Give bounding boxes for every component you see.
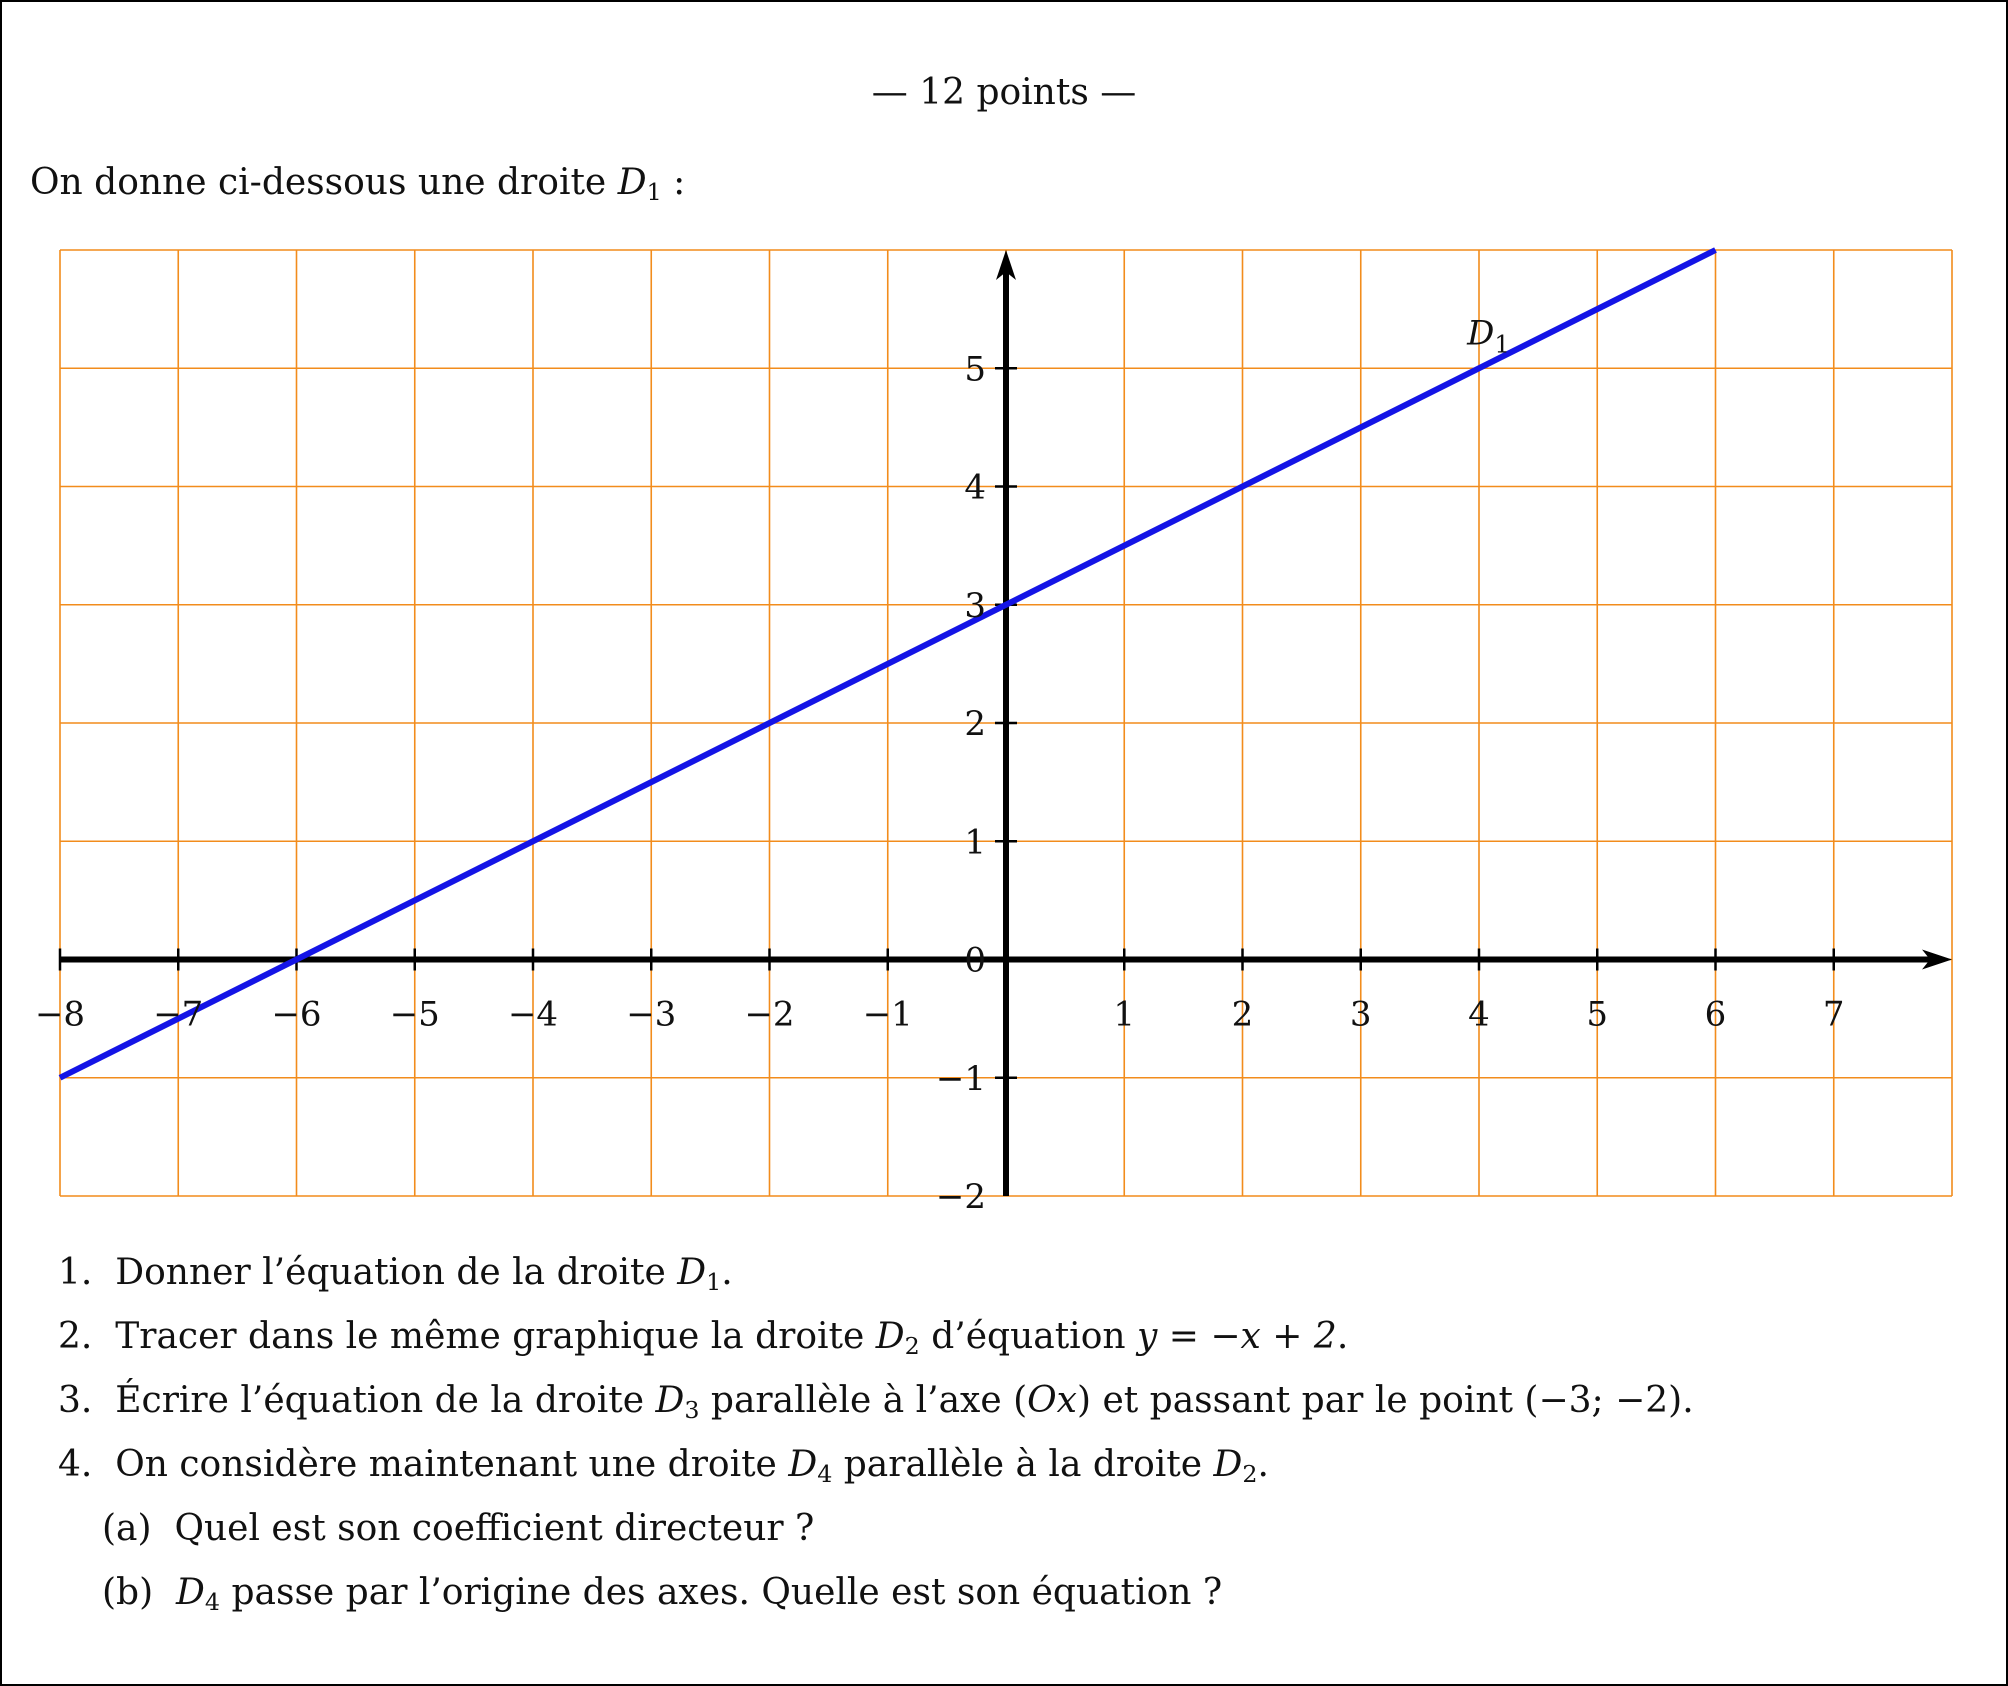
question-2: 2. Tracer dans le même graphique la droite $D_2$ d’équation y = −x + 2.: [58, 1316, 1349, 1360]
question-4a: (a) Quel est son coefficient directeur ?: [102, 1508, 815, 1549]
line-d1-label: $D_1$: [1467, 313, 1510, 359]
x-tick-label: 1: [1113, 994, 1136, 1035]
intro-text: On donne ci-dessous une droite: [30, 162, 607, 203]
question-4: 4. On considère maintenant une droite $D_4$ parallèle à la droite $D_2$.: [58, 1444, 1269, 1488]
x-tick-label: 7: [1822, 994, 1845, 1035]
x-tick-label: −6: [271, 994, 322, 1035]
question-3: 3. Écrire l’équation de la droite $D_3$ parallèle à l’axe (Ox) et passant par le point (−3; −2).: [58, 1380, 1694, 1424]
y-tick-label: 0: [964, 940, 986, 981]
points-heading: — 12 points —: [871, 72, 1137, 113]
question-4b: (b) $D_4$ passe par l’origine des axes. Quelle est son équation ?: [102, 1572, 1223, 1616]
intro-colon: :: [661, 162, 686, 203]
y-tick-label: 5: [964, 349, 986, 390]
x-tick-label: 2: [1231, 994, 1254, 1035]
y-tick-label: 1: [964, 822, 986, 863]
question-1: 1. Donner l’équation de la droite $D_1$.: [58, 1252, 733, 1296]
x-tick-label: −3: [626, 994, 677, 1035]
x-tick-label: −1: [862, 994, 913, 1035]
x-tick-label: 6: [1704, 994, 1727, 1035]
y-tick-label: 4: [964, 467, 986, 508]
x-tick-label: 3: [1349, 994, 1372, 1035]
x-tick-label: −7: [153, 994, 204, 1035]
x-tick-label: −8: [34, 994, 86, 1035]
tick-labels: [35, 349, 1845, 1217]
y-tick-label: 2: [964, 704, 986, 744]
line-graph: [2, 2, 2006, 1252]
x-tick-label: −5: [389, 994, 440, 1035]
y-tick-label: −2: [935, 1177, 986, 1217]
y-tick-label: 3: [964, 585, 986, 626]
line-name-d1: $D_1$: [617, 162, 662, 206]
x-tick-label: 5: [1586, 994, 1609, 1035]
x-tick-label: 4: [1468, 994, 1490, 1035]
x-tick-label: −2: [744, 994, 795, 1035]
x-tick-label: −4: [507, 994, 559, 1035]
y-tick-label: −1: [935, 1058, 986, 1099]
